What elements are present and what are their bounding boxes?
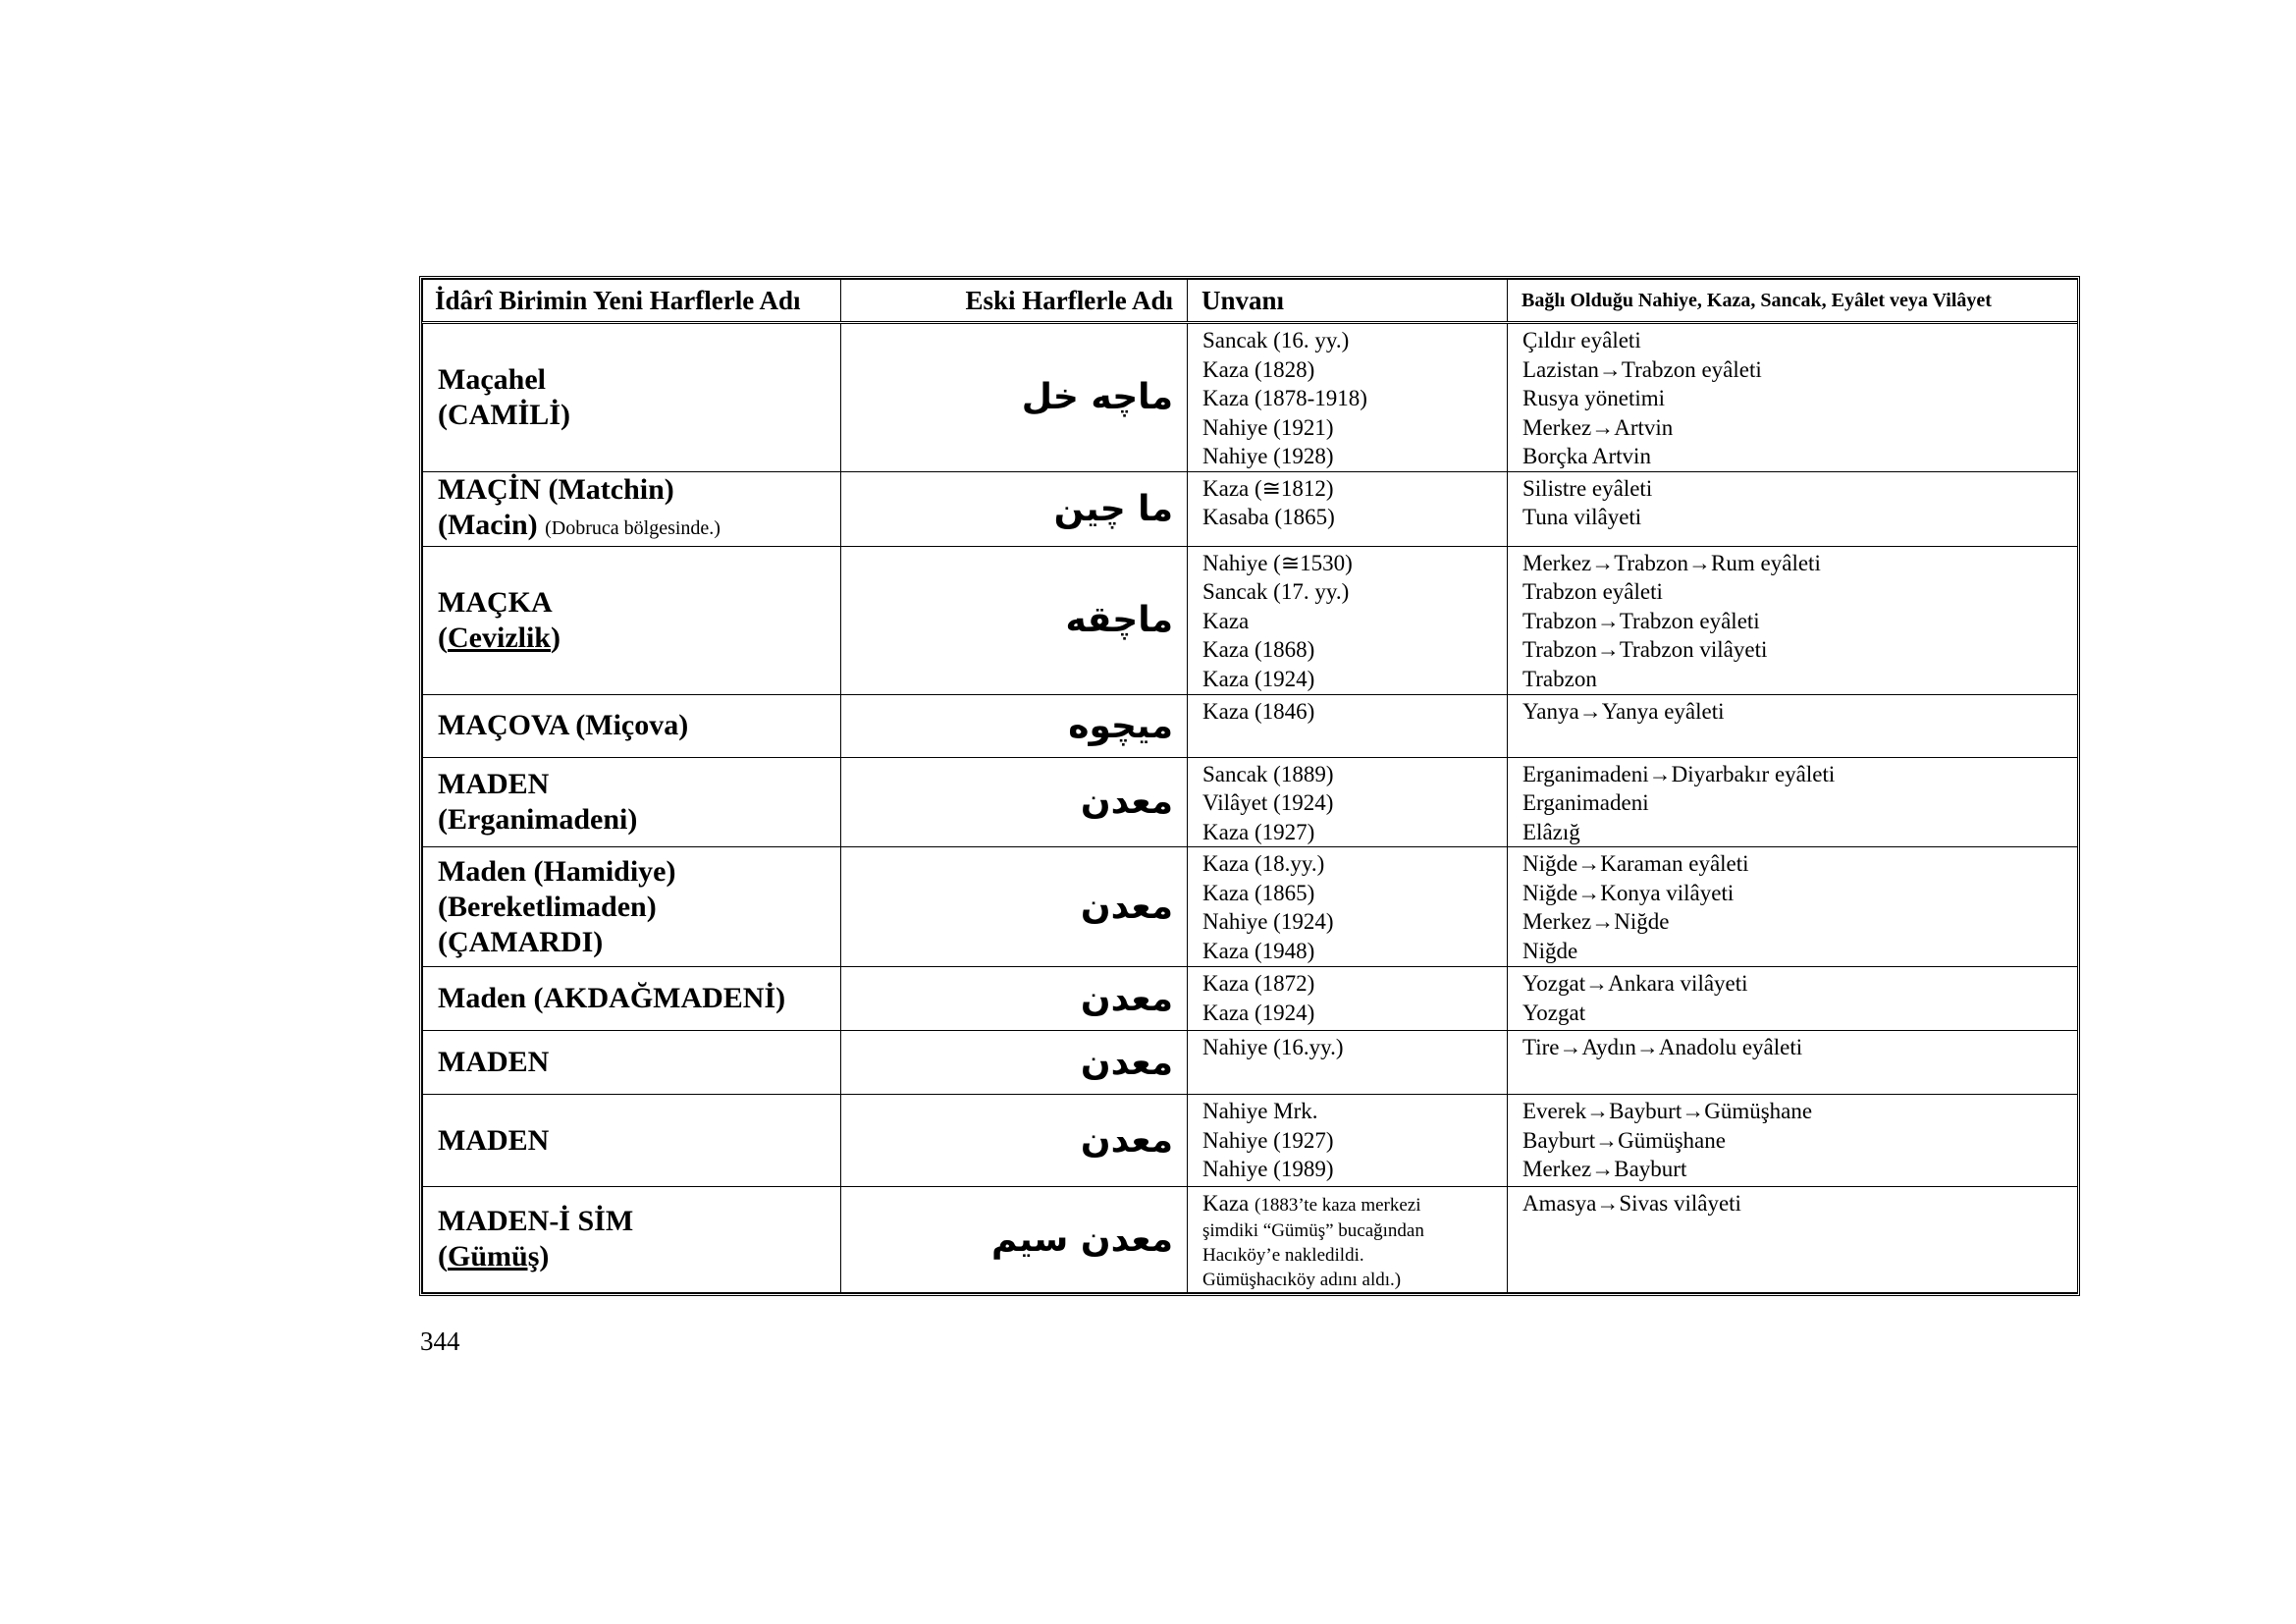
unit-affiliation: Çıldır eyâleti Lazistan→Trabzon eyâleti Rusya yönetimi Merkez→Artvin Borçka Artvin <box>1508 323 2078 472</box>
unit-name-note: (Dobruca bölgesinde.) <box>545 516 721 539</box>
unit-affiliation: Everek→Bayburt→Gümüşhane Bayburt→Gümüşhane Merkez→Bayburt <box>1508 1095 2078 1187</box>
unit-title: Nahiye (16.yy.) <box>1188 1031 1508 1095</box>
unit-affiliation: Amasya→Sivas vilâyeti <box>1508 1187 2078 1293</box>
table-row <box>423 323 2078 472</box>
old-script-name: ميچوه <box>841 694 1188 757</box>
old-script-name: ماچقه <box>841 546 1188 694</box>
old-script-name: معدن <box>841 1031 1188 1095</box>
unit-name: MADEN-İ SİM (Gümüş) <box>423 1187 841 1293</box>
unit-affiliation: Niğde→Karaman eyâleti Niğde→Konya vilâyeti Merkez→Niğde Niğde <box>1508 847 2078 967</box>
unit-affiliation: Yanya→Yanya eyâleti <box>1508 694 2078 757</box>
unit-name: MAÇOVA (Miçova) <box>423 694 841 757</box>
unit-title: Nahiye Mrk. Nahiye (1927) Nahiye (1989) <box>1188 1095 1508 1187</box>
unit-title: Kaza (1846) <box>1188 694 1508 757</box>
header-name: İdârî Birimin Yeni Harflerle Adı <box>423 280 841 323</box>
table-row <box>423 471 2078 546</box>
unit-name: Maden (Hamidiye) (Bereketlimaden) (ÇAMARDI) <box>423 847 841 967</box>
unit-name: MAÇKA (Cevizlik) <box>423 546 841 694</box>
table-header-row <box>423 280 2078 323</box>
header-old-script: Eski Harflerle Adı <box>841 280 1188 323</box>
unit-title: Kaza (≅1812) Kasaba (1865) <box>1188 471 1508 546</box>
unit-title: Nahiye (≅1530) Sancak (17. yy.) Kaza Kaza (1868) Kaza (1924) <box>1188 546 1508 694</box>
header-affiliation: Bağlı Olduğu Nahiye, Kaza, Sancak, Eyâlet veya Vilâyet <box>1508 280 2078 323</box>
old-script-name: ماچه خل <box>841 323 1188 472</box>
unit-title: Sancak (16. yy.) Kaza (1828) Kaza (1878-1918) Nahiye (1921) Nahiye (1928) <box>1188 323 1508 472</box>
unit-affiliation: Silistre eyâleti Tuna vilâyeti <box>1508 471 2078 546</box>
unit-title: Kaza (18.yy.) Kaza (1865) Nahiye (1924) Kaza (1948) <box>1188 847 1508 967</box>
table-row <box>423 967 2078 1031</box>
table-row <box>423 1095 2078 1187</box>
table-row <box>423 1187 2078 1293</box>
unit-name: MADEN <box>423 1095 841 1187</box>
old-script-name: معدن <box>841 1095 1188 1187</box>
unit-title: Sancak (1889) Vilâyet (1924) Kaza (1927) <box>1188 757 1508 847</box>
table-row <box>423 694 2078 757</box>
unit-title: Kaza (1883’te kaza merkezi şimdiki “Gümüş” bucağından Hacıköy’e nakledildi. Gümüşhacıköy adını aldı.) <box>1188 1187 1508 1293</box>
page-number: 344 <box>420 1326 460 1356</box>
unit-name: MADEN <box>423 1031 841 1095</box>
unit-name: Maden (AKDAĞMADENİ) <box>423 967 841 1031</box>
unit-affiliation: Merkez→Trabzon→Rum eyâleti Trabzon eyâleti Trabzon→Trabzon eyâleti Trabzon→Trabzon vilâyeti Trabzon <box>1508 546 2078 694</box>
table-row <box>423 546 2078 694</box>
old-script-name: معدن <box>841 967 1188 1031</box>
table-row <box>423 757 2078 847</box>
header-title: Unvanı <box>1188 280 1508 323</box>
old-script-name: معدن <box>841 847 1188 967</box>
unit-name: MAÇİN (Matchin) (Macin) (Dobruca bölgesinde.) <box>423 471 841 546</box>
table-row <box>423 847 2078 967</box>
old-script-name: معدن سيم <box>841 1187 1188 1293</box>
unit-name: Maçahel (CAMİLİ) <box>423 323 841 472</box>
unit-title: Kaza (1872) Kaza (1924) <box>1188 967 1508 1031</box>
table-row <box>423 1031 2078 1095</box>
old-script-name: معدن <box>841 757 1188 847</box>
admin-units-table <box>419 276 2080 1296</box>
unit-affiliation: Tire→Aydın→Anadolu eyâleti <box>1508 1031 2078 1095</box>
unit-affiliation: Erganimadeni→Diyarbakır eyâleti Erganimadeni Elâzığ <box>1508 757 2078 847</box>
unit-name: MADEN (Erganimadeni) <box>423 757 841 847</box>
unit-affiliation: Yozgat→Ankara vilâyeti Yozgat <box>1508 967 2078 1031</box>
old-script-name: ما چين <box>841 471 1188 546</box>
